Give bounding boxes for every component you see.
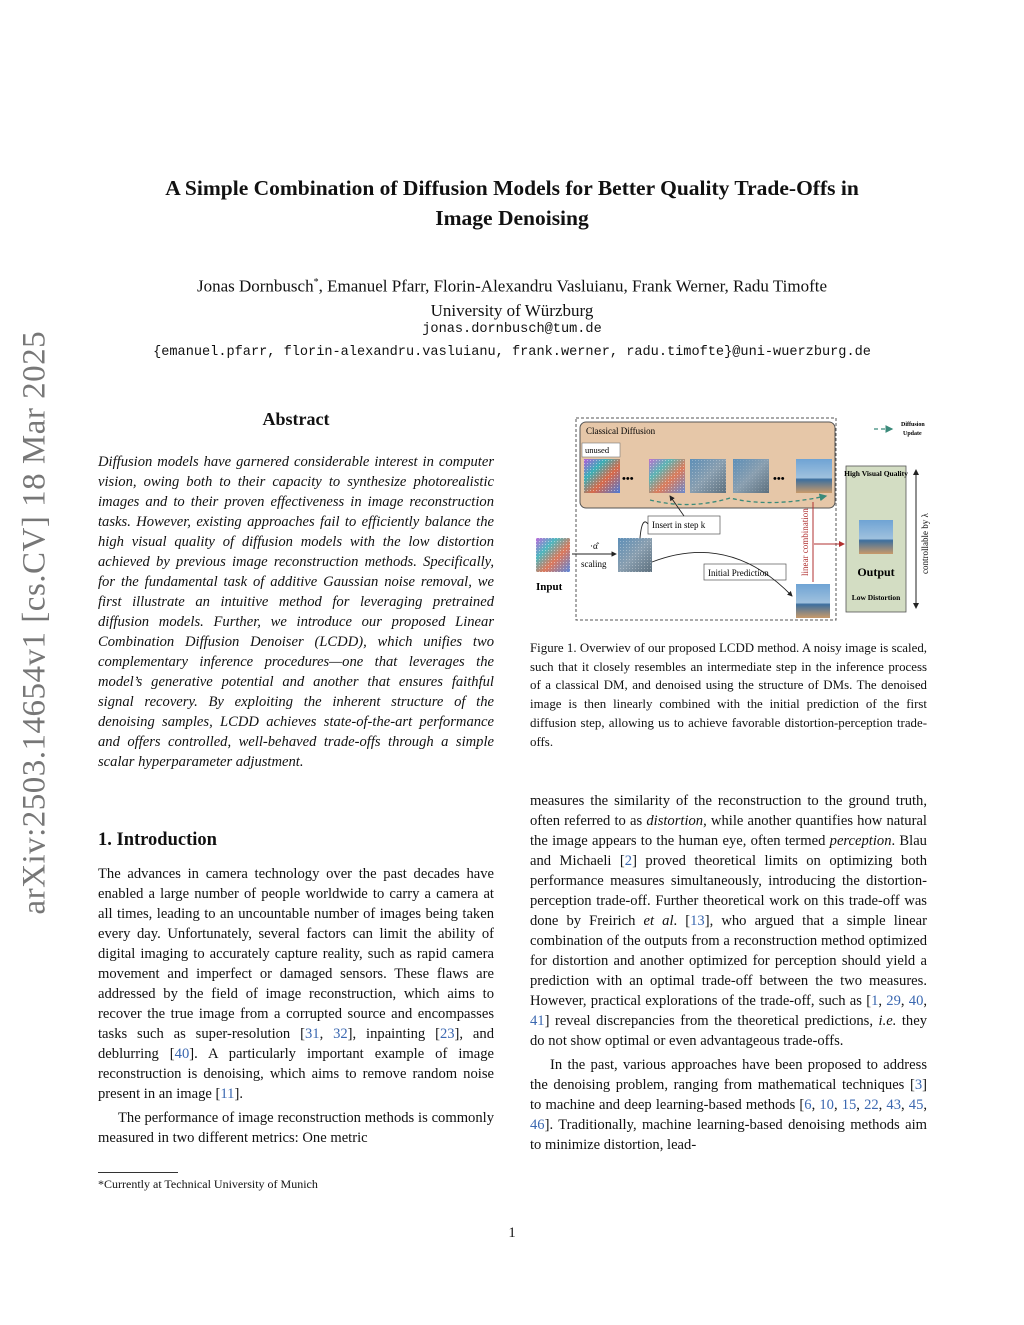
- scaling-label: scaling: [581, 559, 607, 569]
- citation-link[interactable]: 45: [908, 1097, 924, 1113]
- citation-link[interactable]: 41: [530, 1013, 545, 1029]
- page-number: 1: [508, 1225, 516, 1241]
- citation-link[interactable]: 23: [439, 1026, 455, 1042]
- right-paragraph-1: measures the similarity of the reconstruction to the ground truth, often referred to as distortion, while another quantifies how natural the image appears to the human eye, often termed perception. Blau and Michaeli [2] proved theoretical limits on optimizing both performance measures simultaneously, introducing the distortion-perception trade-off. Further theoretical work on this trade-off was done by Freirich et al. [13], who argued that a simple linear combination of the outputs from a reconstruction method optimized for distortion and another optimized for perception should yield a prediction with an optimal trade-off between the two measures. However, practical explorations of the trade-off, such as [1, 29, 40, 41] reveal discrepancies from the theoretical predictions, i.e. they do not show optimal or even advantageous trade-offs.: [530, 793, 928, 1049]
- citation-link[interactable]: 43: [886, 1097, 902, 1113]
- figure-1-diagram: [530, 412, 930, 624]
- initial-prediction-label: Initial Prediction: [708, 568, 769, 578]
- citation-link[interactable]: 6: [804, 1097, 812, 1113]
- output-image: [859, 520, 893, 554]
- intro-paragraph-2: The performance of image reconstruction methods is commonly measured in two different metrics: One metric: [98, 1110, 494, 1146]
- output-label: Output: [857, 565, 895, 579]
- controllable-label: controllable by λ: [920, 513, 930, 574]
- citation-link[interactable]: 10: [819, 1097, 834, 1113]
- initial-prediction-image: [796, 584, 830, 618]
- citation-link[interactable]: 1: [871, 993, 879, 1009]
- citation-link[interactable]: 2: [624, 853, 633, 869]
- citation-link[interactable]: 3: [914, 1077, 923, 1093]
- author-block: [80, 271, 944, 323]
- abstract-text: Diffusion models have garnered considerable interest in computer vision, owing both to their capacity to synthesize photorealistic images and to their proven effectiveness in image reconstruction tasks. However, existing approaches fail to efficiently balance the high visual quality of diffusion models with the low distortion achieved by previous image reconstruction methods. Specifically, for the fundamental task of additive Gaussian noise removal, we first illustrate an intuitive method for leveraging pretrained diffusion models. Further, we introduce our proposed Linear Combination Diffusion Denoiser (LCDD), which unifies two complementary inference procedures—one that leverages the model’s generative potential and another that ensures faithful signal recovery. By exploiting the inherent structure of the denoising samples, LCDD achieves state-of-the-art performance and offers controlled, well-behaved trade-offs through a simple scalar hyperparameter adjustment.: [98, 454, 494, 770]
- citation-link[interactable]: 22: [864, 1097, 879, 1113]
- scaled-to-insert-arrow: [640, 522, 648, 538]
- arxiv-stamp: arXiv:2503.14654v1 [cs.CV] 18 Mar 2025: [16, 330, 53, 915]
- footnote-rule: [98, 1172, 178, 1173]
- title-line-2: Image Denoising: [435, 206, 589, 230]
- figure-1-caption: Figure 1. Overwiev of our proposed LCDD method. A noisy image is scaled, such that it closely resembles an intermediate step in the inference process of a classical DM, and denoised using the structure of DMs. The denoised image is then linearly combined with the initial prediction of the first diffusion step, allowing us to achieve favorable distortion-perception trade-offs.: [530, 641, 927, 749]
- citation-link[interactable]: 11: [220, 1086, 235, 1102]
- ellipsis-icon: •••: [622, 473, 634, 485]
- right-paragraph-2: In the past, various approaches have been proposed to address the denoising problem, ranging from mathematical techniques [3] to machine and deep learning-based methods [6, 10, 15, 22, 43, 45, 46]. Traditionally, machine learning-based denoising methods aim to minimize distortion, lead-: [530, 1057, 928, 1153]
- author-list: Jonas Dornbusch*, Emanuel Pfarr, Florin-Alexandru Vasluianu, Frank Werner, Radu Timofte: [196, 276, 828, 296]
- low-distortion-label: Low Distortion: [851, 593, 901, 602]
- citation-link[interactable]: 13: [690, 913, 705, 929]
- footnote: *Currently at Technical University of Munich: [98, 1177, 318, 1191]
- legend-update: Update: [903, 431, 922, 437]
- citation-link[interactable]: 32: [333, 1026, 348, 1042]
- citation-link[interactable]: 40: [908, 993, 924, 1009]
- alpha-label: ·α̂: [590, 541, 598, 551]
- paper-title: [100, 173, 924, 233]
- title-line-1: A Simple Combination of Diffusion Models for Better Quality Trade-Offs in: [165, 176, 859, 200]
- intro-body: [98, 864, 494, 1148]
- email-group[interactable]: {emanuel.pfarr, florin-alexandru.vasluianu, frank.werner, radu.timofte}@uni-wuerzburg.de: [153, 345, 871, 360]
- citation-link[interactable]: 40: [174, 1046, 190, 1062]
- citation-link[interactable]: 46: [530, 1117, 545, 1133]
- classical-diffusion-label: Classical Diffusion: [586, 426, 656, 436]
- right-column-body: [530, 791, 927, 1155]
- citation-link[interactable]: 15: [841, 1097, 857, 1113]
- citation-link[interactable]: 31: [304, 1026, 320, 1042]
- affiliation: University of Würzburg: [430, 300, 594, 320]
- input-label: Input: [536, 581, 563, 593]
- linear-combination-label: linear combination: [800, 508, 810, 576]
- denoised-image: [796, 459, 832, 493]
- intro-paragraph-1: The advances in camera technology over the past decades have enabled a large number of people worldwide to carry a camera at all times, leading to an uncountable number of images being taken every day. Unfortunately, several factors can limit the ability of digital imaging to accurately capture reality, such as rapid camera movement and imperfect or damaged sensors. These flaws are addressed by the field of image reconstruction, which aims to recover the true image from a corrupted source and encompasses tasks such as super-resolution [31, 32], inpainting [23], and deblurring [40]. A particularly important example of image reconstruction is denoising, which aims to remove random noise present in an image [11].: [98, 866, 494, 1102]
- high-visual-quality-label: High Visual Quality: [844, 469, 908, 478]
- legend-diffusion: Diffusion: [901, 422, 925, 428]
- unused-label: unused: [585, 445, 610, 455]
- insert-step-label: Insert in step k: [652, 520, 706, 530]
- abstract-heading: Abstract: [262, 409, 330, 429]
- ellipsis-icon-2: •••: [773, 473, 785, 485]
- section-heading-introduction: 1. Introduction: [98, 830, 217, 850]
- email-primary[interactable]: jonas.dornbusch@tum.de: [422, 322, 602, 337]
- citation-link[interactable]: 29: [886, 993, 901, 1009]
